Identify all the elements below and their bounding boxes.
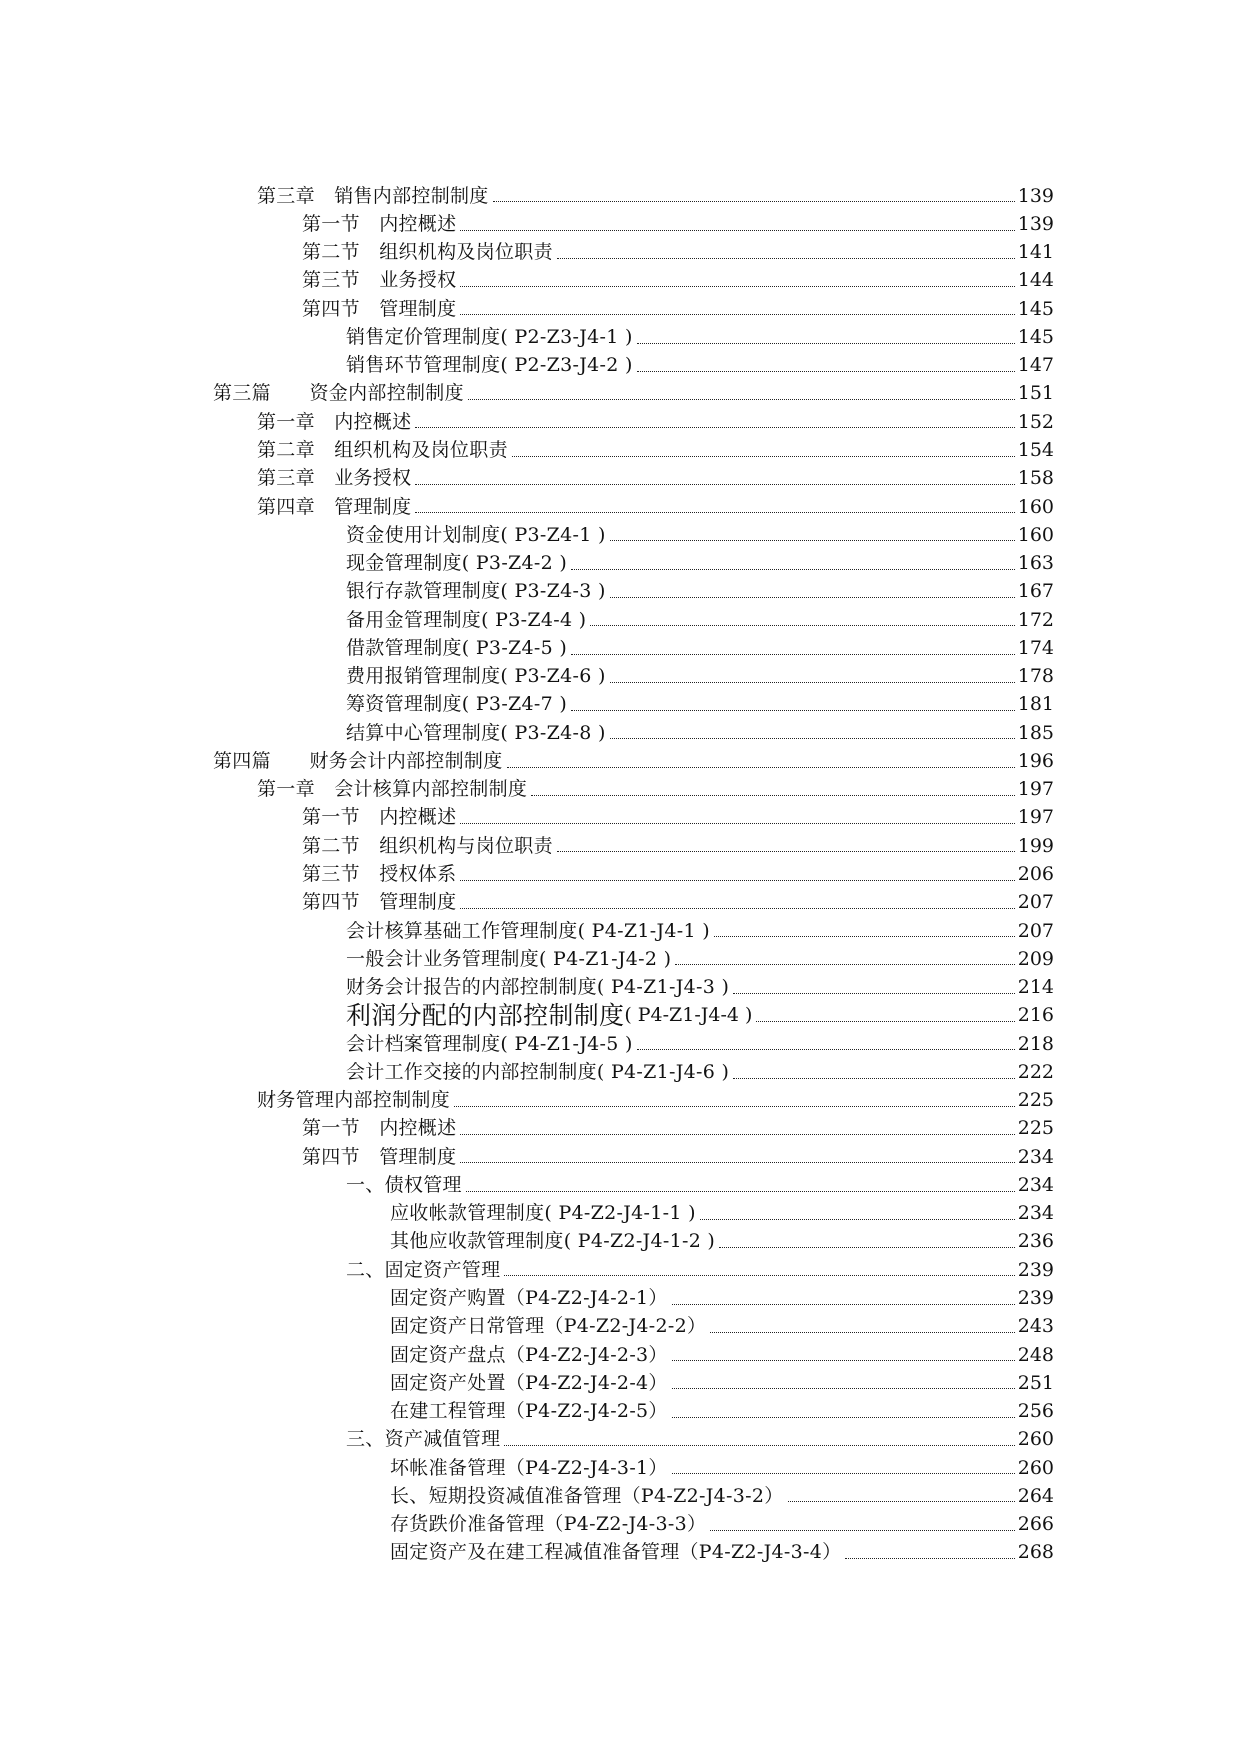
toc-line (302, 804, 1054, 832)
toc-line (257, 436, 1054, 464)
toc-entry (0, 295, 1241, 323)
toc-entry (0, 1256, 1241, 1284)
toc-page-number: 266 (1017, 1513, 1054, 1536)
toc-line (390, 1313, 1054, 1341)
dot-leader (512, 455, 1015, 457)
toc-page-number: 225 (1017, 1117, 1054, 1140)
toc-line (346, 1171, 1054, 1199)
toc-entry-title: 第一节 内控概述 (302, 806, 457, 829)
toc-page-number: 178 (1017, 665, 1054, 688)
toc-page-number: 207 (1017, 891, 1054, 914)
toc-page-number: 160 (1017, 523, 1054, 546)
dot-leader (710, 1331, 1014, 1333)
toc-entry (0, 465, 1241, 493)
dot-leader (460, 879, 1014, 881)
toc-page-number: 199 (1017, 834, 1054, 857)
toc-page-number: 239 (1017, 1258, 1054, 1281)
toc-page-number: 145 (1017, 297, 1054, 320)
toc-page-number: 216 (1017, 1004, 1054, 1027)
toc-page-number: 152 (1017, 410, 1054, 433)
dot-leader (610, 539, 1015, 541)
dot-leader (454, 1105, 1015, 1107)
toc-page-number: 248 (1017, 1343, 1054, 1366)
dot-leader (672, 1359, 1015, 1361)
toc-entry-title: 固定资产盘点（P4-Z2-J4-2-3） (390, 1343, 668, 1366)
toc-page-number: 160 (1017, 495, 1054, 518)
toc-line (257, 465, 1054, 493)
dot-leader (557, 257, 1015, 259)
toc-entry (0, 1200, 1241, 1228)
dot-leader (460, 907, 1014, 909)
toc-entry-title: 第三节 业务授权 (302, 269, 457, 292)
dot-leader (675, 963, 1014, 965)
dot-leader (590, 624, 1014, 626)
toc-entry-title: 第四篇 财务会计内部控制制度 (213, 749, 503, 772)
toc-line (302, 1115, 1054, 1143)
toc-line (302, 239, 1054, 267)
dot-leader (610, 737, 1015, 739)
dot-leader (460, 229, 1014, 231)
toc-page-number: 243 (1017, 1315, 1054, 1338)
toc-entry (0, 408, 1241, 436)
toc-entry-title: 财务会计报告的内部控制制度( P4-Z1-J4-3 ) (346, 976, 730, 999)
dot-leader (571, 653, 1015, 655)
toc-line (390, 1454, 1054, 1482)
dot-leader (714, 935, 1015, 937)
toc-page-number: 145 (1017, 325, 1054, 348)
dot-leader (557, 850, 1015, 852)
toc-entry-title: 固定资产及在建工程减值准备管理（P4-Z2-J4-3-4） (390, 1541, 842, 1564)
toc-entry (0, 1058, 1241, 1086)
dot-leader (504, 1444, 1014, 1446)
toc-entry (0, 1284, 1241, 1312)
toc-entry (0, 578, 1241, 606)
toc-page-number: 214 (1017, 976, 1054, 999)
dot-leader (788, 1500, 1015, 1502)
toc-line (390, 1369, 1054, 1397)
toc-page-number: 234 (1017, 1202, 1054, 1225)
toc-entry-title: 筹资管理制度( P3-Z4-7 ) (346, 693, 568, 716)
dot-leader (672, 1416, 1015, 1418)
toc-page-number: 139 (1017, 184, 1054, 207)
toc-entry-title: 第四节 管理制度 (302, 1145, 457, 1168)
dot-leader (415, 511, 1014, 513)
toc-page-number: 206 (1017, 863, 1054, 885)
toc-entry-title: 第一章 会计核算内部控制制度 (257, 778, 528, 801)
dot-leader (756, 1020, 1014, 1022)
toc-entry (0, 1228, 1241, 1256)
dot-leader (637, 1048, 1015, 1050)
toc-entry-title: 第三章 销售内部控制制度 (257, 184, 489, 207)
toc-entry (0, 323, 1241, 351)
toc-entry-title: 存货跌价准备管理（P4-Z2-J4-3-3） (390, 1513, 707, 1536)
toc-page-number: 196 (1017, 749, 1054, 772)
toc-page-number: 239 (1017, 1286, 1054, 1309)
dot-leader (468, 398, 1015, 400)
dot-leader (672, 1472, 1015, 1474)
toc-line (346, 634, 1054, 662)
toc-entry-title: 备用金管理制度( P3-Z4-4 ) (346, 608, 587, 631)
toc-entry (0, 239, 1241, 267)
dot-leader (719, 1246, 1015, 1248)
toc-line (346, 1030, 1054, 1058)
toc-page-number: 260 (1017, 1428, 1054, 1451)
dot-leader (700, 1218, 1015, 1220)
toc-page-number: 144 (1017, 269, 1054, 292)
toc-entry-code: ( P4-Z1-J4-4 ) (624, 1004, 753, 1027)
dot-leader (637, 342, 1015, 344)
toc-page-number: 151 (1017, 382, 1054, 405)
toc-entry-title: 第一节 内控概述 (302, 212, 457, 235)
toc-line (257, 182, 1054, 210)
toc-entry-title: 费用报销管理制度( P3-Z4-6 ) (346, 665, 606, 688)
toc-page-number: 147 (1017, 354, 1054, 377)
toc-page-number: 197 (1017, 778, 1054, 801)
toc-page-number: 256 (1017, 1400, 1054, 1423)
dot-leader (466, 1190, 1015, 1192)
toc-entry (0, 1482, 1241, 1510)
toc-entry (0, 832, 1241, 860)
toc-line (213, 747, 1054, 775)
toc-page-number: 264 (1017, 1484, 1054, 1507)
toc-line (390, 1397, 1054, 1425)
dot-leader (460, 285, 1014, 287)
toc-entry-title: 现金管理制度( P3-Z4-2 ) (346, 552, 568, 575)
toc-page-number: 234 (1017, 1173, 1054, 1196)
dot-leader (571, 568, 1015, 570)
toc-entry (0, 1143, 1241, 1171)
toc-page-number: 141 (1017, 241, 1054, 264)
toc-line (390, 1341, 1054, 1369)
toc-line (390, 1200, 1054, 1228)
toc-entry-title: 第三节 授权体系 (302, 863, 457, 885)
toc-page-number: 234 (1017, 1145, 1054, 1168)
toc-entry (0, 267, 1241, 295)
toc-entry-title: 会计工作交接的内部控制制度( P4-Z1-J4-6 ) (346, 1060, 730, 1083)
toc-page-number: 158 (1017, 467, 1054, 490)
toc-entry-title: 第四节 管理制度 (302, 891, 457, 914)
toc-entry-title: 第二章 组织机构及岗位职责 (257, 439, 508, 462)
toc-entry-title: 财务管理内部控制制度 (257, 1089, 451, 1112)
dot-leader (637, 370, 1015, 372)
toc-page-number: 260 (1017, 1456, 1054, 1479)
toc-line (390, 1510, 1054, 1538)
toc-page-number: 172 (1017, 608, 1054, 631)
dot-leader (507, 766, 1015, 768)
toc-entry (0, 860, 1241, 888)
toc-entry-title: 应收帐款管理制度( P4-Z2-J4-1-1 ) (390, 1202, 696, 1225)
toc-page-number: 209 (1017, 947, 1054, 970)
toc-entry-title: 会计档案管理制度( P4-Z1-J4-5 ) (346, 1032, 633, 1055)
toc-line (302, 860, 1054, 888)
dot-leader (460, 822, 1014, 824)
toc-line (390, 1482, 1054, 1510)
toc-entry (0, 917, 1241, 945)
toc-page-number: 197 (1017, 806, 1054, 829)
toc-entry (0, 1539, 1241, 1567)
toc-line (390, 1284, 1054, 1312)
toc-entry-title: 第一章 内控概述 (257, 410, 412, 433)
toc-page-number: 167 (1017, 580, 1054, 603)
toc-entry (0, 352, 1241, 380)
toc-entry-title: 固定资产处置（P4-Z2-J4-2-4） (390, 1371, 668, 1394)
dot-leader (610, 596, 1015, 598)
toc-page-number: 207 (1017, 919, 1054, 942)
toc-page-number: 139 (1017, 212, 1054, 235)
toc-entry (0, 1426, 1241, 1454)
dot-leader (493, 200, 1015, 202)
toc-entry-title: 第四章 管理制度 (257, 495, 412, 518)
toc-page-number: 222 (1017, 1060, 1054, 1083)
toc-line (302, 889, 1054, 917)
dot-leader (845, 1557, 1014, 1559)
toc-entry (0, 747, 1241, 775)
toc-entry (0, 1115, 1241, 1143)
toc-entry-title: 其他应收款管理制度( P4-Z2-J4-1-2 ) (390, 1230, 716, 1253)
toc-line (302, 210, 1054, 238)
toc-entry (0, 549, 1241, 577)
toc-line (346, 1426, 1054, 1454)
dot-leader (672, 1303, 1015, 1305)
toc-page-number: 218 (1017, 1032, 1054, 1055)
toc-entry (0, 1454, 1241, 1482)
toc-line (257, 493, 1054, 521)
dot-leader (531, 794, 1015, 796)
toc-entry-title: 结算中心管理制度( P3-Z4-8 ) (346, 721, 606, 744)
toc-entry-title: 会计核算基础工作管理制度( P4-Z1-J4-1 ) (346, 919, 710, 942)
dot-leader (571, 709, 1015, 711)
toc-entry-title: 二、固定资产管理 (346, 1258, 501, 1281)
toc-entry (0, 606, 1241, 634)
toc-entry (0, 1397, 1241, 1425)
toc-line (213, 380, 1054, 408)
toc-line (346, 663, 1054, 691)
toc-entry-title: 坏帐准备管理（P4-Z2-J4-3-1） (390, 1456, 668, 1479)
toc-entry (0, 1510, 1241, 1538)
toc-line (346, 521, 1054, 549)
toc-entry-title: 第三章 业务授权 (257, 467, 412, 490)
toc-page-number: 268 (1017, 1541, 1054, 1564)
toc-entry-title: 借款管理制度( P3-Z4-5 ) (346, 636, 568, 659)
toc-line (302, 832, 1054, 860)
toc-entry (0, 634, 1241, 662)
toc-page-number: 251 (1017, 1371, 1054, 1394)
toc-entry (0, 719, 1241, 747)
dot-leader (460, 313, 1014, 315)
toc-entry (0, 1341, 1241, 1369)
toc-entry (0, 182, 1241, 210)
toc-entry-title: 销售定价管理制度( P2-Z3-J4-1 ) (346, 325, 633, 348)
toc-entry (0, 691, 1241, 719)
toc-entry (0, 1313, 1241, 1341)
toc-line (346, 1002, 1054, 1030)
dot-leader (415, 426, 1014, 428)
toc-entry (0, 776, 1241, 804)
dot-leader (415, 483, 1014, 485)
dot-leader (504, 1274, 1014, 1276)
toc-entry-title: 资金使用计划制度( P3-Z4-1 ) (346, 523, 606, 546)
toc-entry-title: 一般会计业务管理制度( P4-Z1-J4-2 ) (346, 947, 672, 970)
toc-entry-title: 第二节 组织机构与岗位职责 (302, 834, 553, 857)
toc-page-number: 236 (1017, 1230, 1054, 1253)
toc-entry (0, 1171, 1241, 1199)
toc-entry-title: 第四节 管理制度 (302, 297, 457, 320)
toc-line (346, 973, 1054, 1001)
toc-line (346, 352, 1054, 380)
toc-entry (0, 210, 1241, 238)
toc-entry (0, 973, 1241, 1001)
toc-entry (0, 1369, 1241, 1397)
toc-entry (0, 804, 1241, 832)
toc-line (346, 1058, 1054, 1086)
toc-entry (0, 1087, 1241, 1115)
toc-line (390, 1539, 1054, 1567)
toc-line (346, 691, 1054, 719)
toc-entry-title: 长、短期投资减值准备管理（P4-Z2-J4-3-2） (390, 1484, 784, 1507)
toc-entry (0, 945, 1241, 973)
toc-page-number: 185 (1017, 721, 1054, 744)
toc-page-number: 154 (1017, 439, 1054, 462)
toc-entry (0, 436, 1241, 464)
toc-entry-title: 第一节 内控概述 (302, 1117, 457, 1140)
toc-entry (0, 380, 1241, 408)
toc-entry-title: 利润分配的内部控制制度 (346, 1001, 625, 1031)
toc-entry-title: 在建工程管理（P4-Z2-J4-2-5） (390, 1400, 668, 1423)
toc-line (390, 1228, 1054, 1256)
toc-page-number: 225 (1017, 1089, 1054, 1112)
dot-leader (710, 1529, 1014, 1531)
toc-line (257, 776, 1054, 804)
toc-line (346, 323, 1054, 351)
toc-entry-title: 一、债权管理 (346, 1173, 462, 1196)
toc-line (302, 1143, 1054, 1171)
dot-leader (460, 1161, 1014, 1163)
toc-entry (0, 889, 1241, 917)
dot-leader (460, 1133, 1014, 1135)
toc-line (346, 578, 1054, 606)
toc-entry-title: 三、资产减值管理 (346, 1428, 501, 1451)
toc-line (346, 1256, 1054, 1284)
toc-page-number: 181 (1017, 693, 1054, 716)
toc-line (302, 267, 1054, 295)
toc-page-number: 163 (1017, 552, 1054, 575)
toc-line (346, 917, 1054, 945)
toc-line (346, 606, 1054, 634)
toc-entry-title: 银行存款管理制度( P3-Z4-3 ) (346, 580, 606, 603)
toc-entry-title: 固定资产日常管理（P4-Z2-J4-2-2） (390, 1315, 707, 1338)
toc-page-number: 174 (1017, 636, 1054, 659)
toc-entry (0, 521, 1241, 549)
toc-line (302, 295, 1054, 323)
dot-leader (610, 681, 1015, 683)
toc-line (346, 945, 1054, 973)
toc-entry-title: 固定资产购置（P4-Z2-J4-2-1） (390, 1286, 668, 1309)
dot-leader (733, 992, 1015, 994)
toc-line (257, 408, 1054, 436)
table-of-contents (0, 182, 1241, 1567)
toc-line (346, 719, 1054, 747)
toc-entry (0, 493, 1241, 521)
dot-leader (733, 1077, 1015, 1079)
toc-entry (0, 1002, 1241, 1030)
toc-entry-title: 销售环节管理制度( P2-Z3-J4-2 ) (346, 354, 633, 377)
toc-line (257, 1087, 1054, 1115)
toc-entry (0, 1030, 1241, 1058)
toc-entry-title: 第二节 组织机构及岗位职责 (302, 241, 553, 264)
dot-leader (672, 1387, 1015, 1389)
toc-entry-title: 第三篇 资金内部控制制度 (213, 382, 464, 405)
toc-line (346, 549, 1054, 577)
toc-entry (0, 663, 1241, 691)
